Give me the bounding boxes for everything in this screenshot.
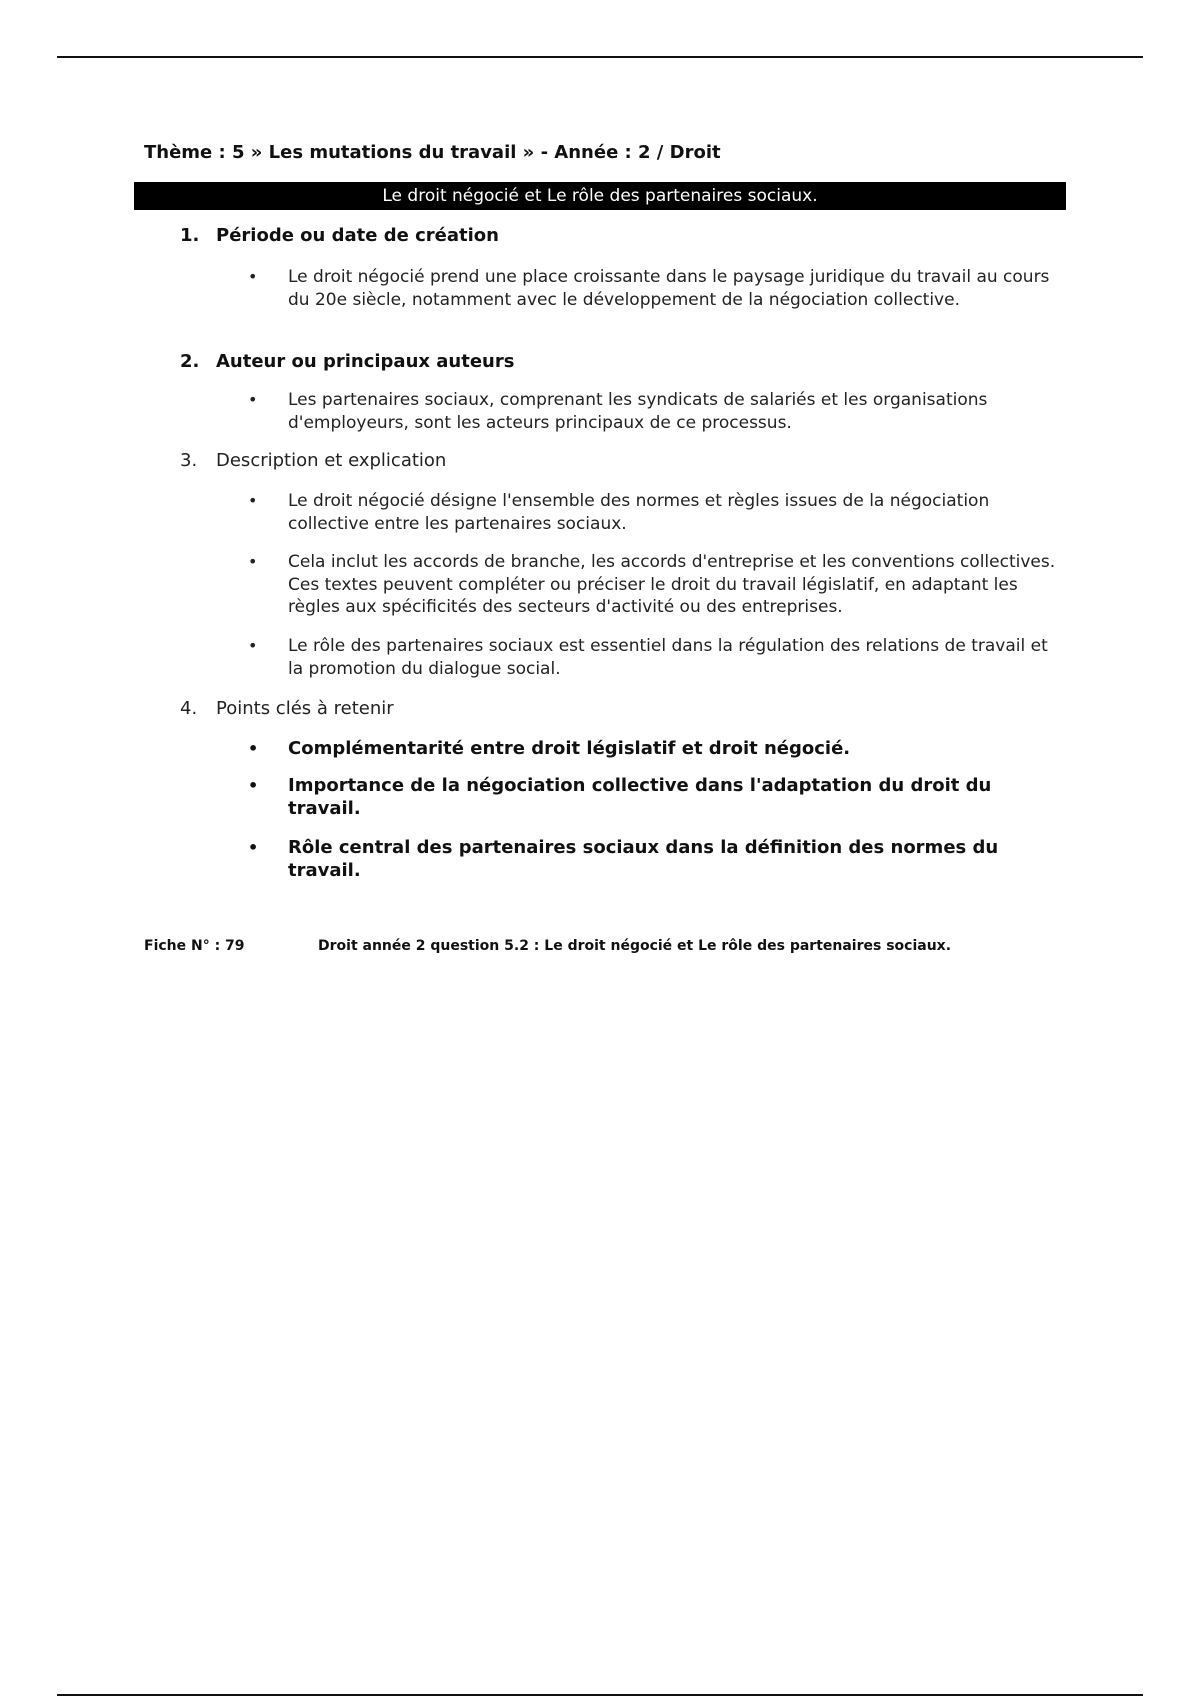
section-title: Description et explication [216, 450, 447, 471]
section-heading-3 [180, 450, 446, 471]
top-rule [57, 56, 1143, 58]
list-item-text: Complémentarité entre droit législatif et droit négocié. [288, 738, 851, 759]
list-item-text: Le rôle des partenaires sociaux est essentiel dans la régulation des relations de travail et la promotion du dialogue social. [288, 636, 1048, 679]
bullet-icon: • [248, 838, 259, 857]
list-item [248, 737, 1058, 760]
section-number: 4. [180, 698, 198, 719]
section-title: Points clés à retenir [216, 698, 394, 719]
list-item-text: Le droit négocié prend une place croissante dans le paysage juridique du travail au cours du 20e siècle, notamment avec le développement de la négociation collective. [288, 267, 1050, 310]
list-item [248, 389, 1058, 434]
list-item-text: Le droit négocié désigne l'ensemble des normes et règles issues de la négociation collective entre les partenaires sociaux. [288, 491, 990, 534]
bullet-icon: • [248, 739, 259, 758]
section-heading-2 [180, 351, 514, 372]
list-item [248, 490, 1058, 535]
section-title: Auteur ou principaux auteurs [216, 351, 515, 372]
section-number: 1. [180, 225, 200, 246]
page-title: Le droit négocié et Le rôle des partenaires sociaux. [134, 182, 1066, 210]
list-item-text: Les partenaires sociaux, comprenant les syndicats de salariés et les organisations d'employeurs, sont les acteurs principaux de ce processus. [288, 390, 988, 433]
section-title: Période ou date de création [216, 225, 499, 246]
list-item-text: Cela inclut les accords de branche, les accords d'entreprise et les conventions collectives. Ces textes peuvent compléter ou préciser le droit du travail législatif, en adaptant les règles aux spécificités des secteurs d'activité ou des entreprises. [288, 552, 1056, 617]
list-item-text: Importance de la négociation collective dans l'adaptation du droit du travail. [288, 775, 992, 819]
bullet-icon: • [248, 552, 258, 571]
section-heading-1 [180, 225, 499, 246]
section-number: 3. [180, 450, 198, 471]
bottom-rule [57, 1694, 1143, 1696]
list-item [248, 774, 1058, 820]
theme-line: Thème : 5 » Les mutations du travail » - Année : 2 / Droit [144, 142, 721, 163]
list-item [248, 551, 1058, 619]
list-item-text: Rôle central des partenaires sociaux dans la définition des normes du travail. [288, 837, 999, 881]
bullet-icon: • [248, 390, 258, 409]
bullet-icon: • [248, 491, 258, 510]
list-item [248, 266, 1058, 311]
bullet-icon: • [248, 267, 258, 286]
bullet-icon: • [248, 636, 258, 655]
bullet-icon: • [248, 776, 259, 795]
section-number: 2. [180, 351, 200, 372]
question-reference: Droit année 2 question 5.2 : Le droit négocié et Le rôle des partenaires sociaux. [318, 938, 952, 954]
list-item [248, 836, 1058, 882]
section-heading-4 [180, 698, 394, 719]
fiche-number: Fiche N° : 79 [144, 938, 245, 954]
list-item [248, 635, 1058, 680]
